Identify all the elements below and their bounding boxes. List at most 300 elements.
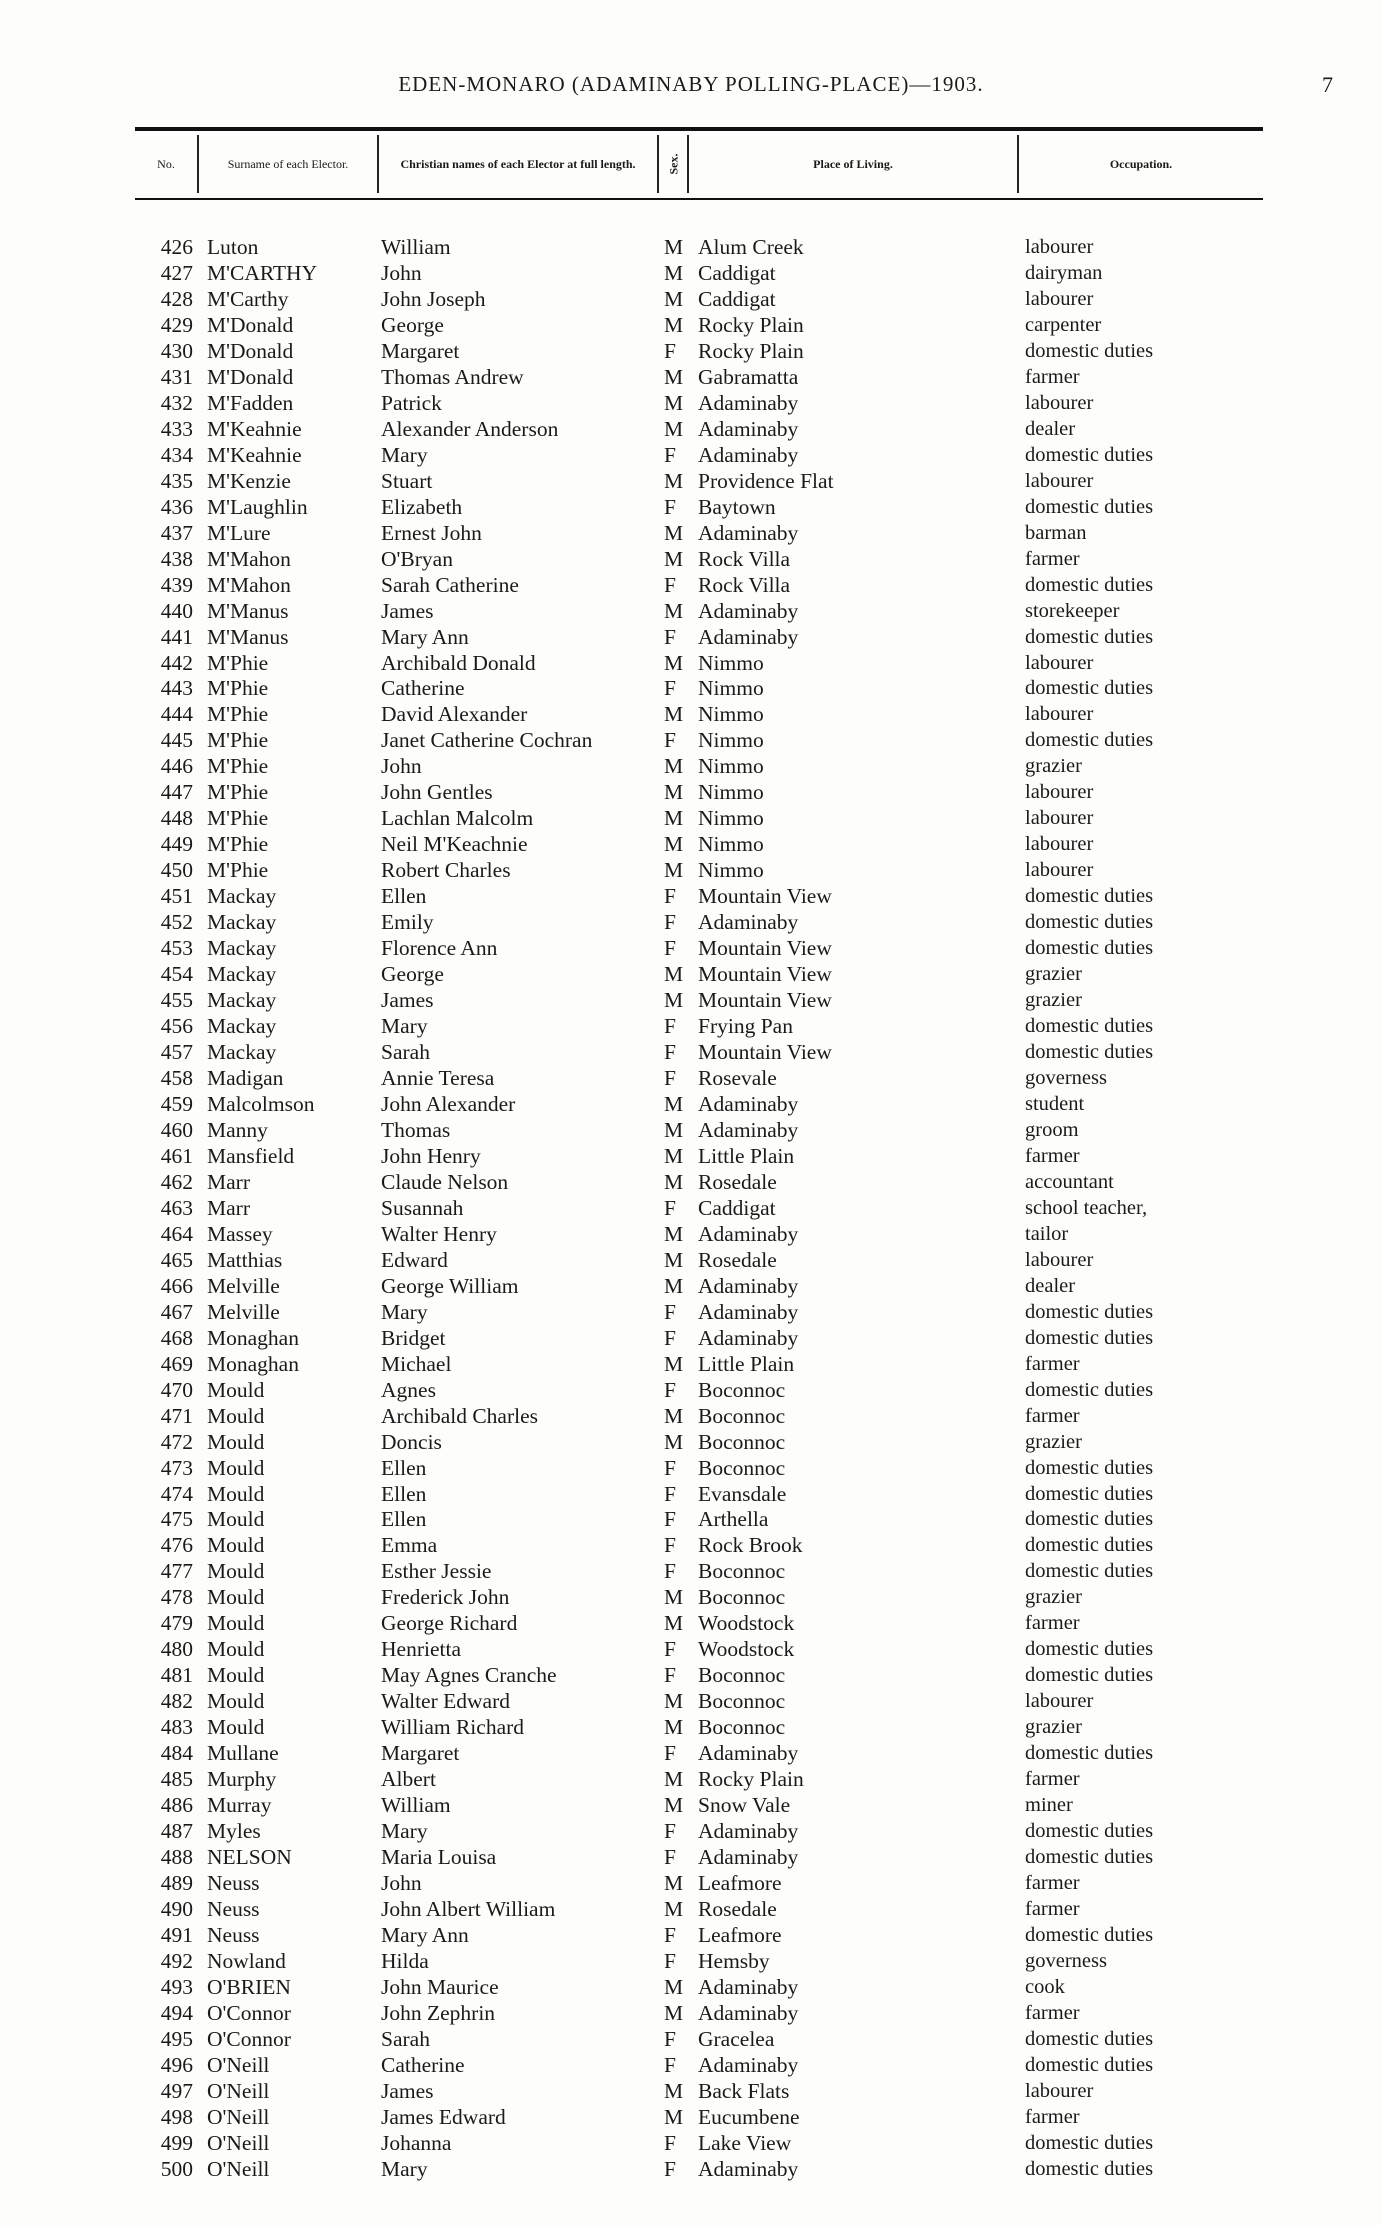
elector-number: 495 bbox=[160, 2026, 193, 2051]
elector-surname: O'Neill bbox=[207, 2078, 270, 2103]
elector-number: 439 bbox=[160, 572, 193, 597]
elector-sex: M bbox=[664, 1767, 684, 1792]
table-row bbox=[0, 1844, 1382, 1870]
elector-number: 474 bbox=[160, 1481, 193, 1506]
elector-christian-names: Neil M'Keachnie bbox=[381, 832, 528, 857]
elector-number: 480 bbox=[160, 1637, 193, 1662]
elector-surname: Mould bbox=[207, 1403, 265, 1428]
table-row bbox=[0, 1117, 1382, 1143]
table-row bbox=[0, 779, 1382, 805]
elector-sex: F bbox=[664, 2052, 676, 2077]
elector-sex: M bbox=[664, 390, 684, 415]
elector-occupation: tailor bbox=[1025, 1222, 1069, 1245]
elector-surname: Matthias bbox=[207, 1247, 283, 1272]
table-row bbox=[0, 727, 1382, 753]
elector-place: Eucumbene bbox=[698, 2104, 800, 2129]
elector-occupation: domestic duties bbox=[1025, 1508, 1154, 1531]
elector-surname: Mould bbox=[207, 1585, 265, 1610]
elector-occupation: labourer bbox=[1025, 859, 1094, 882]
table-row bbox=[0, 753, 1382, 779]
elector-occupation: domestic duties bbox=[1025, 2157, 1154, 2180]
elector-sex: F bbox=[664, 1377, 676, 1402]
elector-sex: M bbox=[664, 468, 684, 493]
elector-number: 465 bbox=[160, 1247, 193, 1272]
elector-surname: M'Manus bbox=[207, 624, 289, 649]
table-row bbox=[0, 1195, 1382, 1221]
elector-christian-names: Margaret bbox=[381, 338, 460, 363]
elector-surname: Mould bbox=[207, 1611, 265, 1636]
elector-place: Leafmore bbox=[698, 1871, 782, 1896]
elector-occupation: domestic duties bbox=[1025, 885, 1154, 908]
elector-number: 482 bbox=[160, 1689, 193, 1714]
elector-surname: M'Kenzie bbox=[207, 468, 291, 493]
table-row bbox=[0, 701, 1382, 727]
elector-number: 487 bbox=[160, 1819, 193, 1844]
table-row bbox=[0, 468, 1382, 494]
elector-christian-names: Lachlan Malcolm bbox=[381, 806, 534, 831]
elector-occupation: accountant bbox=[1025, 1170, 1114, 1193]
elector-surname: Neuss bbox=[207, 1922, 260, 1947]
table-row bbox=[0, 675, 1382, 701]
elector-place: Boconnoc bbox=[698, 1377, 786, 1402]
table-row bbox=[0, 1584, 1382, 1610]
elector-sex: M bbox=[664, 780, 684, 805]
elector-sex: M bbox=[664, 416, 684, 441]
table-row bbox=[0, 1792, 1382, 1818]
elector-christian-names: John bbox=[381, 754, 422, 779]
elector-place: Boconnoc bbox=[698, 1585, 786, 1610]
elector-place: Adaminaby bbox=[698, 2052, 799, 2077]
elector-sex: F bbox=[664, 624, 676, 649]
elector-occupation: groom bbox=[1025, 1118, 1079, 1141]
elector-surname: Melville bbox=[207, 1273, 280, 1298]
elector-place: Adaminaby bbox=[698, 1299, 799, 1324]
elector-occupation: labourer bbox=[1025, 703, 1094, 726]
elector-surname: M'Phie bbox=[207, 832, 269, 857]
table-row bbox=[0, 1455, 1382, 1481]
elector-christian-names: George Richard bbox=[381, 1611, 518, 1636]
elector-sex: M bbox=[664, 1585, 684, 1610]
elector-occupation: domestic duties bbox=[1025, 2053, 1154, 2076]
elector-occupation: domestic duties bbox=[1025, 2027, 1154, 2050]
elector-place: Gabramatta bbox=[698, 364, 799, 389]
elector-christian-names: John Joseph bbox=[381, 286, 486, 311]
elector-christian-names: Mary bbox=[381, 442, 428, 467]
elector-place: Nimmo bbox=[698, 728, 764, 753]
elector-place: Boconnoc bbox=[698, 1559, 786, 1584]
elector-occupation: farmer bbox=[1025, 365, 1080, 388]
elector-sex: F bbox=[664, 728, 676, 753]
elector-sex: M bbox=[664, 650, 684, 675]
elector-number: 433 bbox=[160, 416, 193, 441]
elector-sex: F bbox=[664, 1325, 676, 1350]
elector-christian-names: John Henry bbox=[381, 1143, 481, 1168]
elector-occupation: dairyman bbox=[1025, 261, 1103, 284]
elector-occupation: governess bbox=[1025, 1949, 1107, 1972]
elector-christian-names: John Zephrin bbox=[381, 2000, 496, 2025]
elector-christian-names: Thomas Andrew bbox=[381, 364, 524, 389]
elector-place: Hemsby bbox=[698, 1948, 770, 1973]
elector-occupation: domestic duties bbox=[1025, 1326, 1154, 1349]
elector-surname: O'Neill bbox=[207, 2156, 270, 2181]
elector-occupation: grazier bbox=[1025, 1716, 1082, 1739]
elector-sex: M bbox=[664, 1221, 684, 1246]
elector-place: Nimmo bbox=[698, 650, 764, 675]
elector-place: Little Plain bbox=[698, 1143, 795, 1168]
elector-number: 469 bbox=[160, 1351, 193, 1376]
table-row bbox=[0, 1558, 1382, 1584]
elector-number: 467 bbox=[160, 1299, 193, 1324]
elector-occupation: grazier bbox=[1025, 1586, 1082, 1609]
elector-number: 436 bbox=[160, 494, 193, 519]
elector-place: Rosedale bbox=[698, 1169, 777, 1194]
elector-place: Mountain View bbox=[698, 936, 832, 961]
elector-place: Back Flats bbox=[698, 2078, 790, 2103]
elector-christian-names: Alexander Anderson bbox=[381, 416, 559, 441]
elector-occupation: farmer bbox=[1025, 2001, 1080, 2024]
elector-place: Rocky Plain bbox=[698, 312, 804, 337]
elector-number: 445 bbox=[160, 728, 193, 753]
elector-sex: M bbox=[664, 1091, 684, 1116]
elector-surname: M'Phie bbox=[207, 754, 269, 779]
elector-surname: Mould bbox=[207, 1429, 265, 1454]
elector-number: 428 bbox=[160, 286, 193, 311]
table-row bbox=[0, 987, 1382, 1013]
elector-christian-names: Esther Jessie bbox=[381, 1559, 492, 1584]
elector-place: Adaminaby bbox=[698, 1117, 799, 1142]
elector-place: Alum Creek bbox=[698, 235, 804, 259]
elector-christian-names: Patrick bbox=[381, 390, 442, 415]
elector-sex: F bbox=[664, 1948, 676, 1973]
elector-sex: M bbox=[664, 520, 684, 545]
elector-place: Adaminaby bbox=[698, 1819, 799, 1844]
elector-place: Nimmo bbox=[698, 806, 764, 831]
elector-sex: F bbox=[664, 1533, 676, 1558]
elector-surname: Melville bbox=[207, 1299, 280, 1324]
elector-christian-names: James bbox=[381, 598, 434, 623]
elector-place: Nimmo bbox=[698, 780, 764, 805]
elector-sex: F bbox=[664, 338, 676, 363]
elector-sex: F bbox=[664, 936, 676, 961]
elector-surname: M'Donald bbox=[207, 312, 294, 337]
elector-place: Mountain View bbox=[698, 1040, 832, 1065]
elector-surname: M'Mahon bbox=[207, 572, 291, 597]
elector-number: 484 bbox=[160, 1741, 193, 1766]
header-top-rule bbox=[135, 127, 1263, 131]
table-row bbox=[0, 1766, 1382, 1792]
elector-place: Adaminaby bbox=[698, 1091, 799, 1116]
elector-number: 441 bbox=[160, 624, 193, 649]
elector-number: 435 bbox=[160, 468, 193, 493]
elector-sex: F bbox=[664, 676, 676, 701]
elector-sex: M bbox=[664, 1247, 684, 1272]
elector-christian-names: Mary bbox=[381, 1014, 428, 1039]
elector-surname: Mould bbox=[207, 1689, 265, 1714]
elector-number: 485 bbox=[160, 1767, 193, 1792]
column-header-place: Place of Living. bbox=[813, 157, 893, 171]
elector-place: Adaminaby bbox=[698, 624, 799, 649]
elector-christian-names: Catherine bbox=[381, 2052, 465, 2077]
elector-place: Providence Flat bbox=[698, 468, 834, 493]
table-row bbox=[0, 831, 1382, 857]
elector-occupation: labourer bbox=[1025, 236, 1094, 258]
elector-surname: Monaghan bbox=[207, 1325, 299, 1350]
elector-sex: M bbox=[664, 1871, 684, 1896]
column-header-occupation: Occupation. bbox=[1109, 157, 1173, 171]
elector-occupation: grazier bbox=[1025, 989, 1082, 1012]
elector-sex: M bbox=[664, 1611, 684, 1636]
elector-occupation: farmer bbox=[1025, 1404, 1080, 1427]
elector-occupation: dealer bbox=[1025, 1274, 1076, 1297]
elector-occupation: domestic duties bbox=[1025, 1015, 1154, 1038]
table-row bbox=[0, 572, 1382, 598]
elector-place: Gracelea bbox=[698, 2026, 775, 2051]
elector-occupation: domestic duties bbox=[1025, 1742, 1154, 1765]
elector-place: Adaminaby bbox=[698, 520, 799, 545]
elector-occupation: grazier bbox=[1025, 755, 1082, 778]
page-title: EDEN-MONARO (ADAMINABY POLLING-PLACE)—1903. bbox=[398, 72, 984, 96]
column-header-surname: Surname of each Elector. bbox=[227, 157, 349, 171]
elector-occupation: labourer bbox=[1025, 651, 1094, 674]
table-row bbox=[0, 1169, 1382, 1195]
elector-place: Caddigat bbox=[698, 260, 776, 285]
elector-place: Boconnoc bbox=[698, 1715, 786, 1740]
elector-sex: M bbox=[664, 1715, 684, 1740]
elector-sex: F bbox=[664, 442, 676, 467]
table-row bbox=[0, 598, 1382, 624]
column-header-christian-names: Christian names of each Elector at full length. bbox=[400, 157, 636, 171]
elector-place: Rock Villa bbox=[698, 572, 791, 597]
elector-number: 443 bbox=[160, 676, 193, 701]
table-row bbox=[0, 1974, 1382, 2000]
table-row bbox=[0, 805, 1382, 831]
elector-number: 462 bbox=[160, 1169, 193, 1194]
elector-sex: F bbox=[664, 1299, 676, 1324]
elector-surname: M'CARTHY bbox=[207, 260, 318, 285]
table-row bbox=[0, 2130, 1382, 2156]
elector-christian-names: Margaret bbox=[381, 1741, 460, 1766]
column-header-sex-cell bbox=[659, 133, 687, 195]
elector-place: Rocky Plain bbox=[698, 338, 804, 363]
table-row bbox=[0, 234, 1382, 260]
table-row bbox=[0, 1818, 1382, 1844]
elector-christian-names: William Richard bbox=[381, 1715, 525, 1740]
elector-occupation: domestic duties bbox=[1025, 339, 1154, 362]
elector-sex: M bbox=[664, 754, 684, 779]
header-bottom-rule bbox=[135, 198, 1263, 200]
table-row bbox=[0, 1688, 1382, 1714]
elector-christian-names: David Alexander bbox=[381, 702, 528, 727]
elector-number: 452 bbox=[160, 910, 193, 935]
elector-place: Rosedale bbox=[698, 1247, 777, 1272]
elector-number: 468 bbox=[160, 1325, 193, 1350]
elector-occupation: farmer bbox=[1025, 1768, 1080, 1791]
elector-surname: M'Phie bbox=[207, 858, 269, 883]
elector-surname: M'Phie bbox=[207, 676, 269, 701]
elector-christian-names: Robert Charles bbox=[381, 858, 511, 883]
elector-place: Lake View bbox=[698, 2130, 792, 2155]
elector-surname: Neuss bbox=[207, 1871, 260, 1896]
elector-sex: M bbox=[664, 2104, 684, 2129]
elector-number: 447 bbox=[160, 780, 193, 805]
elector-sex: M bbox=[664, 598, 684, 623]
elector-sex: F bbox=[664, 2026, 676, 2051]
elector-occupation: farmer bbox=[1025, 1352, 1080, 1375]
elector-christian-names: James bbox=[381, 988, 434, 1013]
elector-sex: F bbox=[664, 1922, 676, 1947]
elector-occupation: domestic duties bbox=[1025, 443, 1154, 466]
elector-occupation: domestic duties bbox=[1025, 1482, 1154, 1505]
elector-number: 464 bbox=[160, 1221, 193, 1246]
table-row bbox=[0, 442, 1382, 468]
elector-surname: M'Carthy bbox=[207, 286, 289, 311]
elector-christian-names: Mary Ann bbox=[381, 1922, 469, 1947]
elector-sex: F bbox=[664, 572, 676, 597]
table-row bbox=[0, 546, 1382, 572]
elector-sex: F bbox=[664, 1559, 676, 1584]
elector-christian-names: Emma bbox=[381, 1533, 438, 1558]
elector-place: Nimmo bbox=[698, 754, 764, 779]
elector-sex: M bbox=[664, 235, 684, 259]
elector-christian-names: Walter Edward bbox=[381, 1689, 510, 1714]
elector-christian-names: Florence Ann bbox=[381, 936, 498, 961]
column-header-sex: Sex. bbox=[666, 153, 680, 175]
elector-occupation: school teacher, bbox=[1025, 1196, 1148, 1219]
table-row bbox=[0, 2156, 1382, 2182]
elector-surname: Manny bbox=[207, 1117, 268, 1142]
elector-number: 491 bbox=[160, 1922, 193, 1947]
elector-christian-names: O'Bryan bbox=[381, 546, 453, 571]
elector-place: Rocky Plain bbox=[698, 1767, 804, 1792]
elector-surname: M'Phie bbox=[207, 780, 269, 805]
elector-christian-names: Ellen bbox=[381, 1481, 427, 1506]
elector-sex: M bbox=[664, 806, 684, 831]
elector-occupation: labourer bbox=[1025, 807, 1094, 830]
elector-sex: F bbox=[664, 884, 676, 909]
elector-christian-names: John Maurice bbox=[381, 1974, 499, 1999]
elector-occupation: farmer bbox=[1025, 1898, 1080, 1920]
elector-sex: M bbox=[664, 832, 684, 857]
elector-christian-names: Thomas bbox=[381, 1117, 451, 1142]
elector-place: Nimmo bbox=[698, 676, 764, 701]
elector-surname: Nowland bbox=[207, 1948, 286, 1973]
table-row bbox=[0, 338, 1382, 364]
elector-place: Rosevale bbox=[698, 1066, 777, 1090]
elector-christian-names: Catherine bbox=[381, 676, 465, 701]
elector-number: 448 bbox=[160, 806, 193, 831]
elector-occupation: grazier bbox=[1025, 1430, 1082, 1453]
elector-occupation: domestic duties bbox=[1025, 729, 1154, 752]
elector-sex: M bbox=[664, 1793, 684, 1818]
elector-number: 429 bbox=[160, 312, 193, 337]
elector-surname: M'Phie bbox=[207, 806, 269, 831]
elector-sex: F bbox=[664, 2130, 676, 2155]
elector-surname: Mould bbox=[207, 1377, 265, 1402]
elector-occupation: labourer bbox=[1025, 287, 1094, 310]
table-row bbox=[0, 1143, 1382, 1169]
elector-place: Adaminaby bbox=[698, 1325, 799, 1350]
elector-place: Boconnoc bbox=[698, 1455, 786, 1480]
elector-surname: Mould bbox=[207, 1455, 265, 1480]
elector-christian-names: Edward bbox=[381, 1247, 448, 1272]
elector-occupation: domestic duties bbox=[1025, 1846, 1154, 1869]
table-row bbox=[0, 1091, 1382, 1117]
elector-number: 479 bbox=[160, 1611, 193, 1636]
elector-place: Boconnoc bbox=[698, 1429, 786, 1454]
elector-sex: F bbox=[664, 1663, 676, 1688]
elector-place: Mountain View bbox=[698, 884, 832, 909]
elector-occupation: domestic duties bbox=[1025, 1664, 1154, 1687]
elector-christian-names: Bridget bbox=[381, 1325, 446, 1350]
elector-occupation: miner bbox=[1025, 1794, 1073, 1817]
elector-list bbox=[0, 234, 1382, 2182]
elector-sex: M bbox=[664, 260, 684, 285]
elector-christian-names: William bbox=[381, 1793, 451, 1818]
elector-number: 457 bbox=[160, 1040, 193, 1065]
elector-christian-names: George William bbox=[381, 1273, 519, 1298]
elector-sex: M bbox=[664, 962, 684, 987]
elector-number: 426 bbox=[160, 235, 193, 259]
elector-surname: M'Phie bbox=[207, 650, 269, 675]
elector-christian-names: Albert bbox=[381, 1767, 436, 1792]
elector-number: 437 bbox=[160, 520, 193, 545]
elector-christian-names: John Albert William bbox=[381, 1897, 556, 1921]
elector-number: 477 bbox=[160, 1559, 193, 1584]
table-row bbox=[0, 2000, 1382, 2026]
table-row bbox=[0, 961, 1382, 987]
table-row bbox=[0, 1662, 1382, 1688]
elector-surname: Luton bbox=[207, 235, 259, 259]
elector-sex: F bbox=[664, 2156, 676, 2181]
elector-number: 431 bbox=[160, 364, 193, 389]
elector-occupation: farmer bbox=[1025, 1872, 1080, 1895]
table-row bbox=[0, 1636, 1382, 1662]
elector-christian-names: Agnes bbox=[381, 1377, 436, 1402]
elector-sex: M bbox=[664, 1403, 684, 1428]
elector-surname: M'Donald bbox=[207, 338, 294, 363]
elector-sex: F bbox=[664, 1845, 676, 1870]
elector-christian-names: Ellen bbox=[381, 1455, 427, 1480]
elector-surname: Madigan bbox=[207, 1066, 284, 1090]
elector-surname: Massey bbox=[207, 1221, 273, 1246]
elector-number: 440 bbox=[160, 598, 193, 623]
elector-occupation: labourer bbox=[1025, 469, 1094, 492]
elector-christian-names: Sarah bbox=[381, 1040, 430, 1065]
elector-christian-names: Archibald Charles bbox=[381, 1403, 539, 1428]
elector-occupation: domestic duties bbox=[1025, 1534, 1154, 1557]
elector-christian-names: Henrietta bbox=[381, 1637, 461, 1662]
table-row bbox=[0, 312, 1382, 338]
elector-place: Mountain View bbox=[698, 988, 832, 1013]
elector-number: 451 bbox=[160, 884, 193, 909]
elector-number: 493 bbox=[160, 1974, 193, 1999]
column-header-no: No. bbox=[157, 157, 175, 171]
elector-number: 434 bbox=[160, 442, 193, 467]
elector-number: 455 bbox=[160, 988, 193, 1013]
table-row bbox=[0, 1922, 1382, 1948]
elector-place: Adaminaby bbox=[698, 598, 799, 623]
elector-occupation: farmer bbox=[1025, 1612, 1080, 1635]
elector-christian-names: Mary bbox=[381, 1299, 428, 1324]
elector-place: Boconnoc bbox=[698, 1663, 786, 1688]
table-row bbox=[0, 1299, 1382, 1325]
elector-christian-names: Ernest John bbox=[381, 520, 482, 545]
elector-christian-names: Ellen bbox=[381, 884, 427, 909]
elector-surname: M'Laughlin bbox=[207, 494, 308, 519]
elector-christian-names: John bbox=[381, 260, 422, 285]
elector-occupation: domestic duties bbox=[1025, 1638, 1154, 1661]
elector-number: 500 bbox=[160, 2156, 193, 2181]
